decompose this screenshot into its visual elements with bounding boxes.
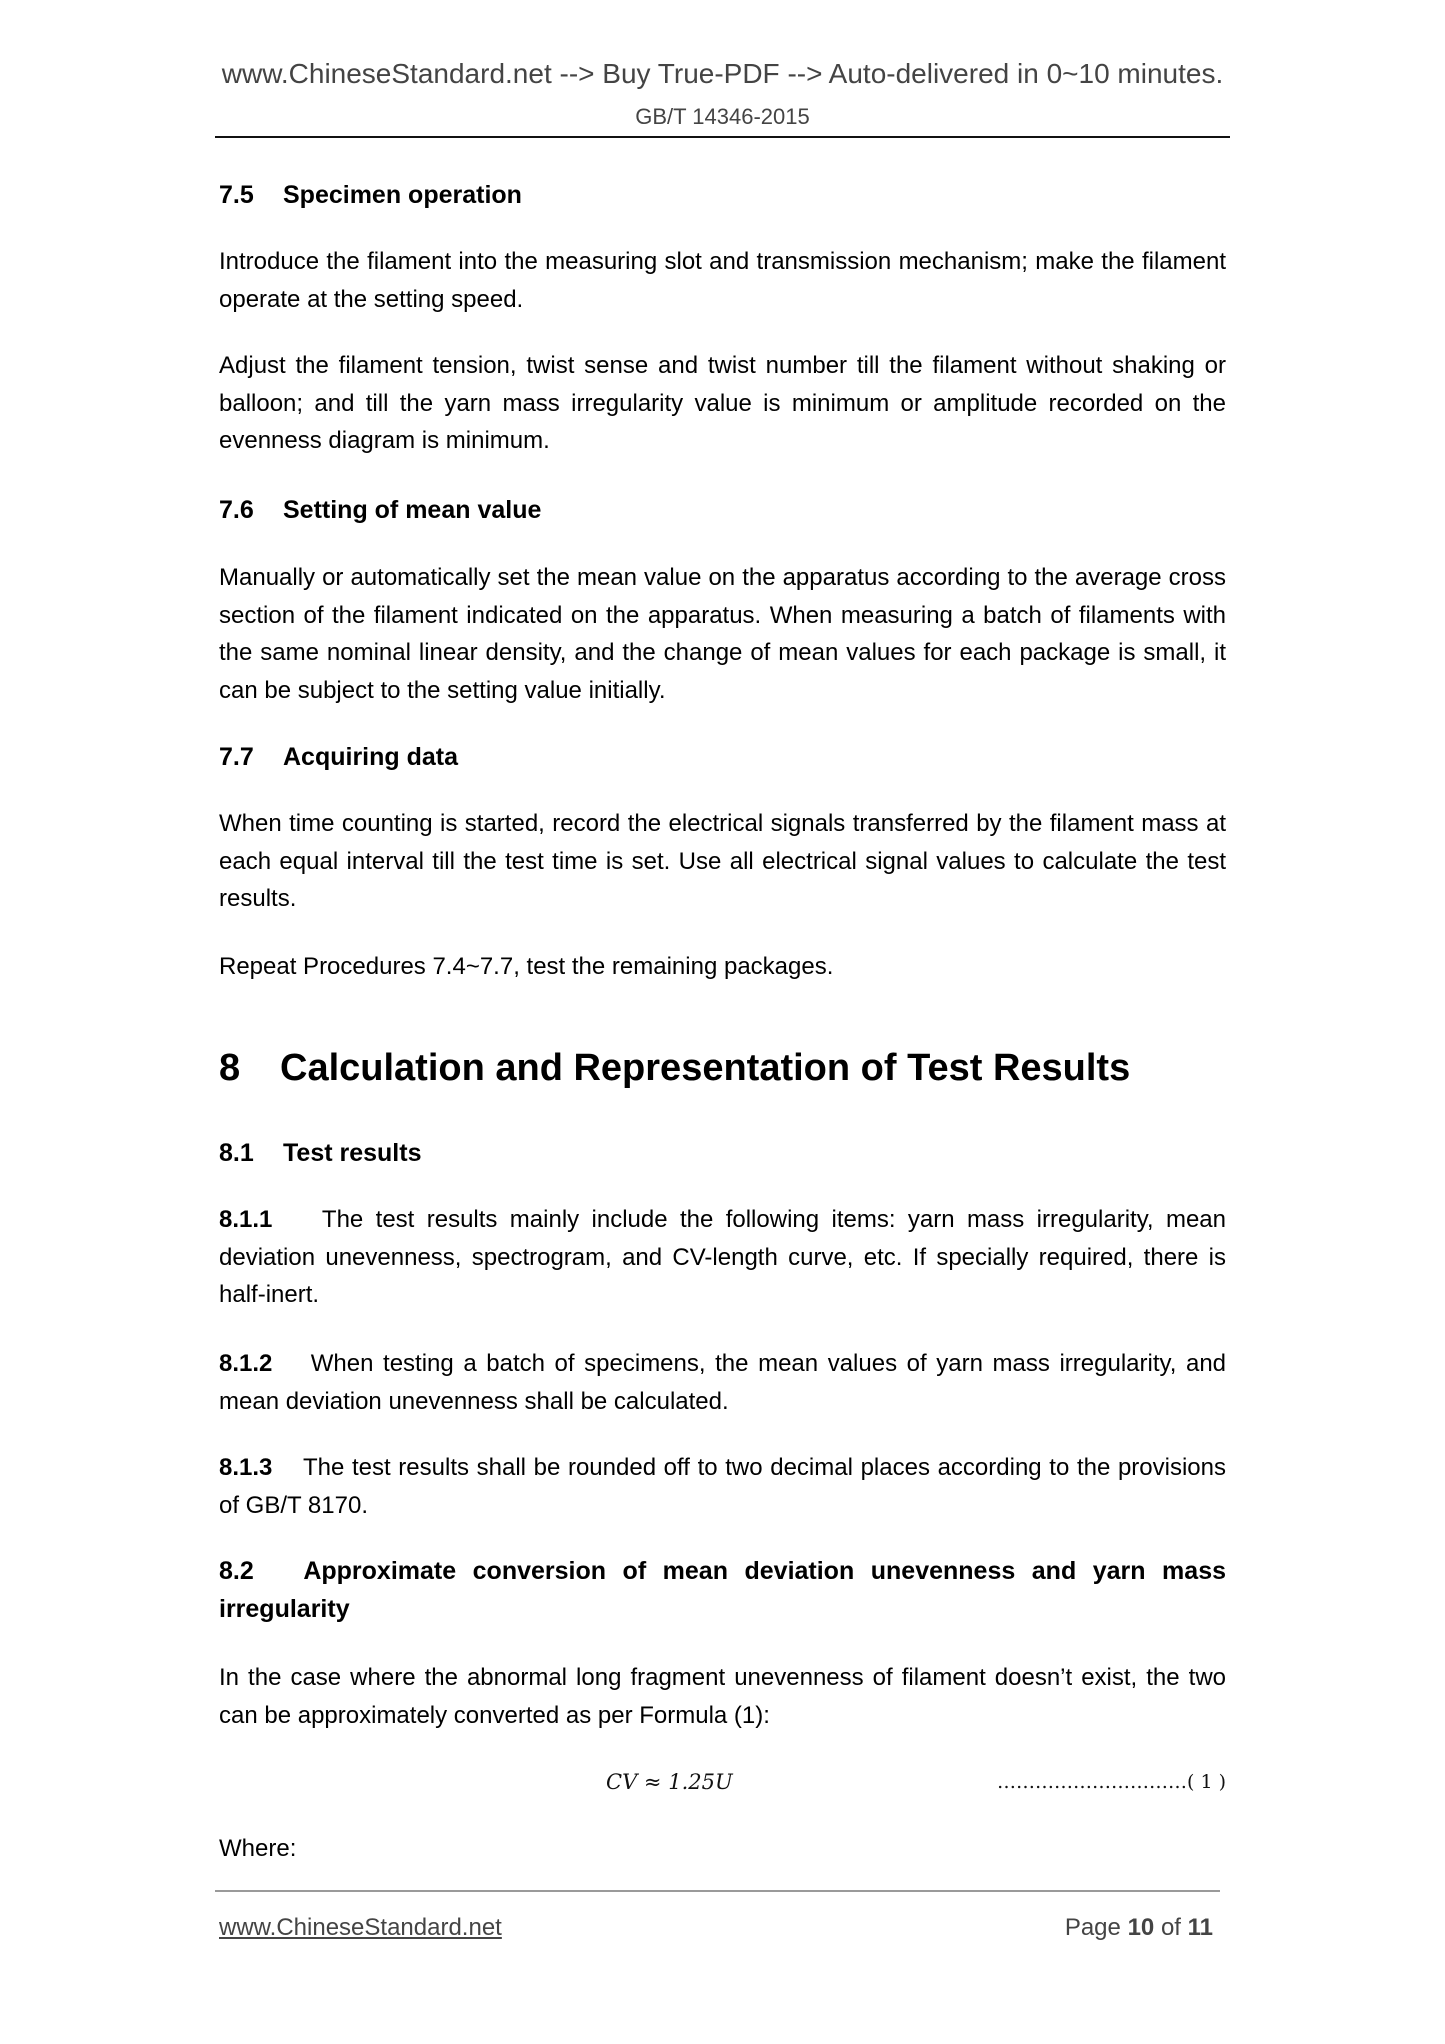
- paragraph: Adjust the filament tension, twist sense and twist number till the filament without shaking or balloon; and till the yarn mass irregularity value is minimum or amplitude recorded on the evenness diagram is minimum.: [219, 352, 1226, 455]
- chapter-title: Calculation and Representation of Test Results: [280, 1047, 1131, 1089]
- paragraph: Manually or automatically set the mean value on the apparatus according to the average cross section of the filament indicated on the apparatus. When measuring a batch of filaments with the same nominal linear density, and the change of mean values for each package is small, it can be subject to the setting value initially.: [219, 564, 1226, 704]
- clause-8-1-3: [219, 1449, 1226, 1524]
- page-total: 11: [1187, 1914, 1213, 1941]
- clause-text: The test results mainly include the following items: yarn mass irregularity, mean deviation unevenness, spectrogram, and CV-length curve, etc. If specially required, there is half-inert.: [219, 1206, 1227, 1309]
- clause-number: 8.1.2: [219, 1350, 273, 1377]
- section-title: Approximate conversion of mean deviation unevenness and yarn mass irregularity: [219, 1557, 1227, 1623]
- formula-number: [926, 1770, 1226, 1794]
- heading-7-5: [219, 180, 522, 210]
- header-banner-link[interactable]: www.ChineseStandard.net --> Buy True-PDF --> Auto-delivered in 0~10 minutes.: [221, 58, 1224, 89]
- heading-8-1: [219, 1138, 421, 1168]
- formula-lhs: CV: [606, 1770, 638, 1794]
- dot-leader: …………………………: [997, 1771, 1187, 1793]
- footer-website-link[interactable]: www.ChineseStandard.net: [219, 1914, 502, 1941]
- page-current: 10: [1127, 1914, 1155, 1941]
- section-number: 8.2: [219, 1557, 254, 1585]
- clause-number: 8.1.3: [219, 1454, 273, 1481]
- formula-relation: ≈: [643, 1770, 662, 1794]
- chapter-number: 8: [219, 1047, 241, 1089]
- header-divider: [215, 136, 1230, 138]
- section-title: Setting of mean value: [283, 496, 542, 524]
- page-prefix: Page: [1064, 1914, 1121, 1941]
- clause-text: The test results shall be rounded off to two decimal places according to the provisions of GB/T 8170.: [219, 1454, 1227, 1519]
- section-number: 7.6: [219, 496, 254, 524]
- formula-rhs: 1.25U: [668, 1770, 733, 1794]
- footer-divider: [215, 1890, 1220, 1892]
- clause-8-1-2: [219, 1345, 1226, 1420]
- heading-8-2: [219, 1553, 1226, 1628]
- page-of: of: [1160, 1914, 1181, 1941]
- paragraph: In the case where the abnormal long fragment unevenness of filament doesn’t exist, the two can be approximately converted as per Formula (1):: [219, 1664, 1226, 1729]
- standard-number: GB/T 14346-2015: [635, 104, 810, 129]
- section-number: 7.5: [219, 181, 254, 209]
- section-number: 7.7: [219, 743, 254, 771]
- section-title: Specimen operation: [283, 181, 522, 209]
- heading-7-6: [219, 495, 541, 525]
- section-title: Acquiring data: [283, 743, 459, 771]
- paragraph: Introduce the filament into the measuring slot and transmission mechanism; make the filament operate at the setting speed.: [219, 248, 1226, 313]
- formula-1: [606, 1770, 733, 1794]
- paragraph: When time counting is started, record the electrical signals transferred by the filament mass at each equal interval till the test time is set. Use all electrical signal values to calculate the test results.: [219, 810, 1226, 913]
- clause-8-1-1: [219, 1201, 1226, 1314]
- paragraph: Repeat Procedures 7.4~7.7, test the remaining packages.: [219, 953, 834, 980]
- heading-7-7: [219, 742, 458, 772]
- section-number: 8.1: [219, 1139, 254, 1167]
- heading-8: [219, 1046, 1130, 1090]
- clause-number: 8.1.1: [219, 1206, 273, 1233]
- clause-text: When testing a batch of specimens, the mean values of yarn mass irregularity, and mean deviation unevenness shall be calculated.: [219, 1350, 1227, 1415]
- where-label: Where:: [219, 1835, 297, 1862]
- equation-label: ( 1 ): [1187, 1771, 1226, 1793]
- section-title: Test results: [283, 1139, 422, 1167]
- page-indicator: [1065, 1913, 1213, 1943]
